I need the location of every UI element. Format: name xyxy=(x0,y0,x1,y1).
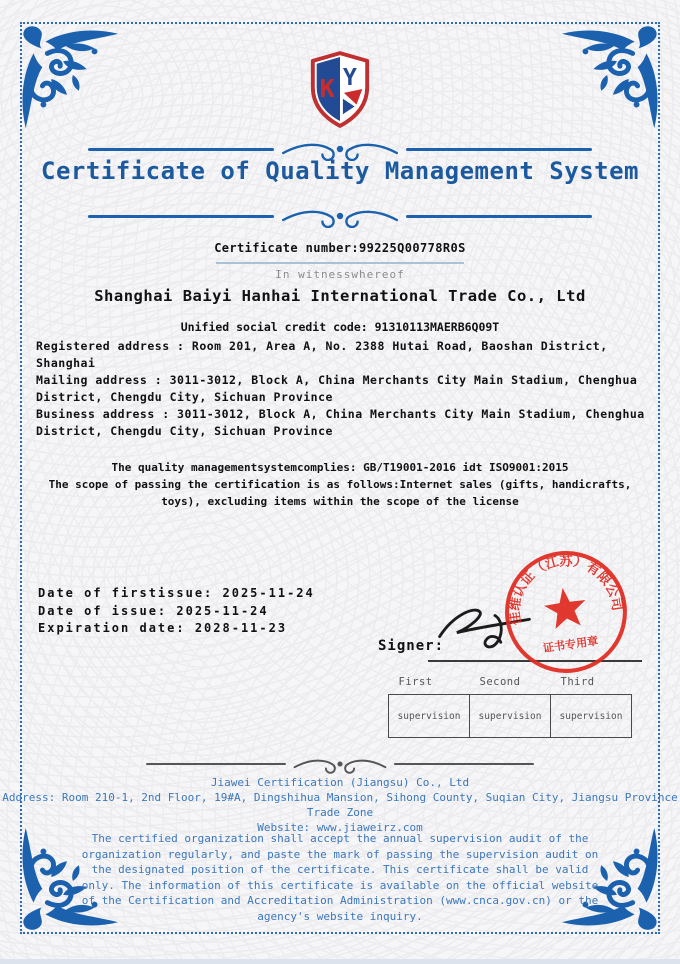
supervision-header-first: First xyxy=(398,676,433,688)
svg-text:Y: Y xyxy=(342,64,357,92)
issuer-name: Jiawei Certification (Jiangsu) Co., Ltd xyxy=(210,776,470,789)
credit-code: Unified social credit code: 91310113MAERB6Q09T xyxy=(180,320,500,334)
certificate-title: Certificate of Quality Management System xyxy=(41,157,639,185)
date-first-issue: Date of firstissue: 2025-11-24 xyxy=(38,586,315,600)
brand-shield-logo-icon xyxy=(307,50,373,130)
dates-block xyxy=(38,585,315,638)
issuer-address: Address: Room 210-1, 2nd Floor, 19#A, Dingshihua Mansion, Sihong County, Suqian City, Jiangsu Province Trade Zone xyxy=(2,791,678,819)
compliance-line: The quality managementsystemcomplies: GB/T19001-2016 idt ISO9001:2015 xyxy=(111,461,569,474)
witness-text: In witnesswhereof xyxy=(275,268,405,281)
supervision-cell-first: supervision xyxy=(389,695,470,738)
seal-ring-text: 佳维认证（江苏）有限公司 xyxy=(507,554,625,626)
supervision-cell-row xyxy=(389,695,632,738)
issuer-website: Website: www.jiaweirz.com xyxy=(257,821,423,834)
corner-ornament-top-right-icon xyxy=(554,18,672,136)
supervision-header-second: Second xyxy=(479,676,521,688)
signer-label: Signer: xyxy=(378,638,445,654)
certificate-number: Certificate number:99225Q00778R0S xyxy=(214,241,466,255)
supervision-cell-second: supervision xyxy=(470,695,551,738)
bottom-edge-strip xyxy=(0,959,680,964)
registered-address: Registered address : Room 201, Area A, No. 2388 Hutai Road, Baoshan District, Shanghai xyxy=(36,339,608,370)
business-address: Business address : 3011-3012, Block A, China Merchants City Main Stadium, Chenghua District, Chengdu City, Sichuan Province xyxy=(36,407,645,438)
scroll-ornament-icon xyxy=(292,754,388,774)
supervision-header-row xyxy=(389,676,632,695)
company-name: Shanghai Baiyi Hanhai International Trade Co., Ltd xyxy=(94,287,586,305)
supervision-notice: The certified organization shall accept the annual supervision audit of the organization regularly, and paste the mark of passing the supervision audit on the designated position of the certificate. This certificate shall be valid only. The information of this certificate is available on the official website of the Certification and Accreditation Administration (www.cnca.gov.cn) or the agency's website inquiry. xyxy=(81,832,599,923)
scope-line: The scope of passing the certification is as follows:Internet sales (gifts, handicrafts, toys), excluding items within the scope of the license xyxy=(48,478,632,508)
footer-divider xyxy=(146,753,534,775)
expiration-date: Expiration date: 2028-11-23 xyxy=(38,621,288,635)
mailing-address: Mailing address : 3011-3012, Block A, China Merchants City Main Stadium, Chenghua District, Chengdu City, Sichuan Province xyxy=(36,373,638,404)
scroll-ornament-icon xyxy=(280,204,400,228)
supervision-cell-third: supervision xyxy=(551,695,632,738)
date-of-issue: Date of issue: 2025-11-24 xyxy=(38,603,269,618)
seal-star-icon xyxy=(542,585,589,630)
supervision-table xyxy=(388,676,632,738)
address-block xyxy=(36,338,648,440)
issuer-block xyxy=(0,775,680,835)
company-seal-stamp xyxy=(494,540,639,685)
certificate-number-underline xyxy=(216,262,464,264)
supervision-header-third: Third xyxy=(560,676,595,688)
svg-text:K: K xyxy=(319,73,335,103)
title-divider-bottom xyxy=(88,203,592,229)
seal-bottom-text: 证书专用章 xyxy=(542,634,600,656)
compliance-block xyxy=(30,459,650,510)
corner-ornament-top-left-icon xyxy=(8,18,126,136)
